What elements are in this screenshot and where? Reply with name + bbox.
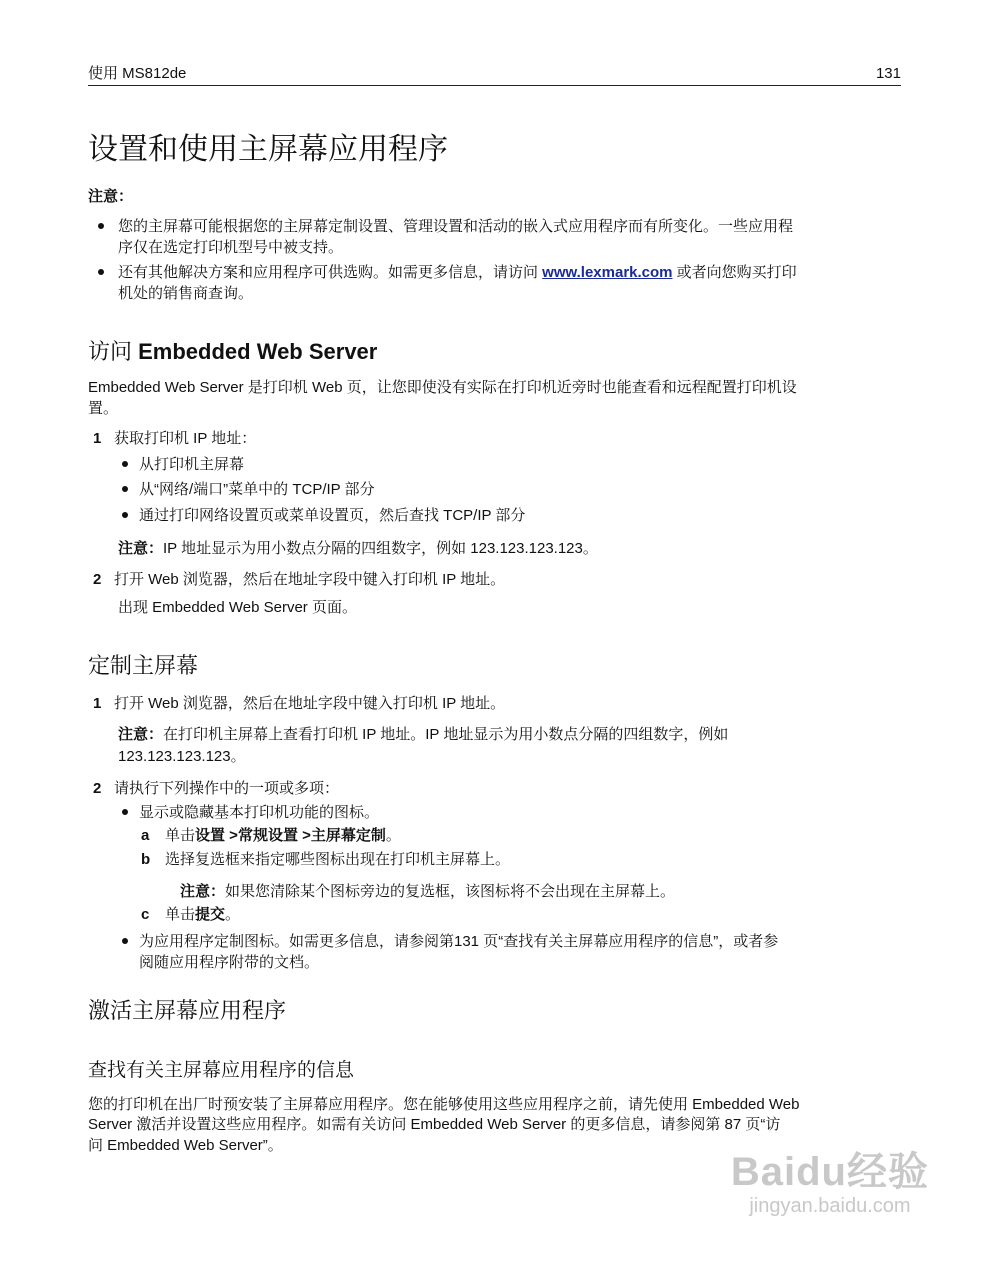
section-heading-activate: 激活主屏幕应用程序 <box>88 998 287 1023</box>
bullet-icon <box>122 938 128 944</box>
list-item: 通过打印网络设置页或菜单设置页，然后查找 TCP/IP 部分 <box>139 507 526 524</box>
substep-b: 选择复选框来指定哪些图标出现在打印机主屏幕上。 <box>165 851 511 868</box>
ews-para-line-2: 置。 <box>88 400 119 417</box>
header-rule <box>88 85 901 86</box>
text: 或者向您购买打印 <box>672 264 797 281</box>
text: 单击 <box>165 827 196 844</box>
bullet-icon <box>122 809 128 815</box>
step-number: 1 <box>93 695 102 712</box>
text: 。 <box>225 906 241 923</box>
step-result: 出现 Embedded Web Server 页面。 <box>118 599 357 616</box>
step-text: 获取打印机 IP 地址： <box>114 430 257 447</box>
intro-bullet-1-line-1: 您的主屏幕可能根据您的主屏幕定制设置、管理设置和活动的嵌入式应用程序而有所变化。一些应用程 <box>118 218 794 235</box>
intro-bullet-2-line-2: 机处的销售商查询。 <box>118 285 254 302</box>
page-number: 131 <box>875 65 901 82</box>
list-item: 显示或隐藏基本打印机功能的图标。 <box>139 804 380 821</box>
step-number: 2 <box>93 571 102 588</box>
bullet-icon <box>122 486 128 492</box>
text: 。 <box>385 827 401 844</box>
note <box>180 881 675 902</box>
text: 如果您清除某个图标旁边的复选框，该图标将不会出现在主屏幕上。 <box>225 883 676 900</box>
section-heading-ews <box>88 338 377 366</box>
watermark-url: jingyan.baidu.com <box>749 1195 911 1217</box>
list-item-line-1: 为应用程序定制图标。如需更多信息，请参阅第131 页“查找有关主屏幕应用程序的信息”，或者参 <box>139 933 779 950</box>
intro-bullet-2-line-1 <box>118 262 797 283</box>
watermark-brand: Baidu经验 <box>730 1150 929 1194</box>
para-line-1: 您的打印机在出厂时预安装了主屏幕应用程序。您在能够使用这些应用程序之前，请先使用 Embedded Web <box>88 1096 800 1113</box>
list-item-line-2: 阅随应用程序附带的文档。 <box>139 954 320 971</box>
text: 在打印机主屏幕上查看打印机 IP 地址。IP 地址显示为用小数点分隔的四组数字，例如 <box>163 726 729 743</box>
text: 单击 <box>165 906 196 923</box>
para-line-2: Server 激活并设置这些应用程序。如需有关访问 Embedded Web Server 的更多信息，请参阅第 87 页“访 <box>88 1116 781 1133</box>
bullet-icon <box>122 512 128 518</box>
baidu-watermark <box>731 1150 929 1218</box>
bullet-icon <box>122 461 128 467</box>
step-text: 请执行下列操作中的一项或多项： <box>114 780 340 797</box>
text: IP 地址显示为用小数点分隔的四组数字，例如 123.123.123.123。 <box>163 540 598 557</box>
step-text: 打开 Web 浏览器，然后在地址字段中键入打印机 IP 地址。 <box>114 695 506 712</box>
step-number: 2 <box>93 780 102 797</box>
page-title: 设置和使用主屏幕应用程序 <box>88 133 448 166</box>
note-label: 注意： <box>118 726 164 743</box>
bullet-icon <box>98 269 104 275</box>
substep-letter: c <box>141 906 150 923</box>
substep-c <box>165 904 240 925</box>
substep-letter: a <box>141 827 150 844</box>
note <box>118 724 728 745</box>
substep-letter: b <box>141 851 151 868</box>
ews-para-line-1: Embedded Web Server 是打印机 Web 页，让您即使没有实际在打印机近旁时也能查看和远程配置打印机设 <box>88 379 797 396</box>
step-text: 打开 Web 浏览器，然后在地址字段中键入打印机 IP 地址。 <box>114 571 506 588</box>
note <box>118 538 598 559</box>
header-doc-title: 使用 MS812de <box>88 65 187 82</box>
intro-bullet-1-line-2: 序仅在选定打印机型号中被支持。 <box>118 239 344 256</box>
menu-path: 设置 >常规设置 >主屏幕定制 <box>195 827 386 844</box>
note-label: 注意： <box>180 883 226 900</box>
substep-a <box>165 825 401 846</box>
list-item: 从“网络/端口”菜单中的 TCP/IP 部分 <box>139 481 375 498</box>
note-line-2: 123.123.123.123。 <box>118 748 246 765</box>
step-number: 1 <box>93 430 102 447</box>
note-label: 注意： <box>88 188 134 205</box>
text: 还有其他解决方案和应用程序可供选购。如需更多信息，请访问 <box>118 264 543 281</box>
text: Embedded Web Server <box>138 339 378 364</box>
button-name: 提交 <box>195 906 226 923</box>
bullet-icon <box>98 223 104 229</box>
subsection-heading: 查找有关主屏幕应用程序的信息 <box>88 1060 355 1081</box>
note-label: 注意： <box>118 540 164 557</box>
text: 访问 <box>88 339 139 364</box>
lexmark-link[interactable]: www.lexmark.com <box>542 264 673 281</box>
para-line-3: 问 Embedded Web Server”。 <box>88 1137 283 1154</box>
section-heading-customize: 定制主屏幕 <box>88 653 199 678</box>
list-item: 从打印机主屏幕 <box>139 456 245 473</box>
